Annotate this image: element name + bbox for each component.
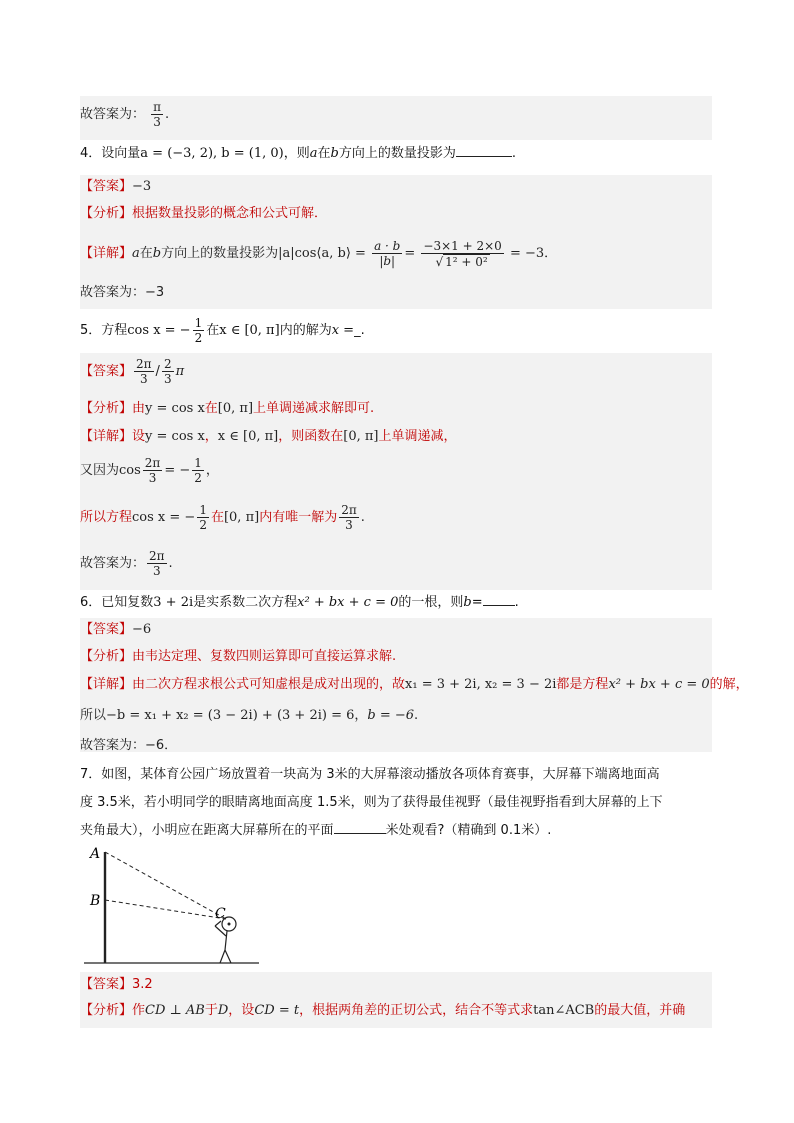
question-6 [80,594,519,612]
period: . [168,556,173,571]
numerator: a · b [374,239,401,253]
period: . [511,146,517,161]
expr: −b = x₁ + x₂ = (3 − 2i) + (3 + 2i) = 6 [106,708,355,723]
q4-text: 在 [317,146,331,161]
denominator: 2 [194,331,203,345]
fraction [192,456,204,485]
person-leg [220,950,225,963]
analysis-tag: 【分析】 [80,401,133,416]
denominator: 3 [345,518,353,532]
pi: π [175,364,185,379]
analysis-tag: 【分析】 [80,206,133,221]
numerator: 2 [163,357,172,371]
separator: / [155,364,160,379]
text: 所以 [80,708,107,723]
eq: = − [164,463,191,478]
screen-figure [84,842,264,968]
answer-blank [334,833,386,834]
answer-value: 3.2 [132,977,153,992]
text: 7．如图，某体育公园广场放置着一块高为 3米的大屏幕滚动播放各项体育赛事，大屏幕下端离地面高 [80,767,660,782]
denominator: 3 [163,372,172,386]
answer-value: −6 [132,622,152,637]
q6-detail-2 [80,707,418,725]
analysis-tag: 【分析】 [80,649,133,664]
q7-answer [80,976,153,994]
fraction [372,239,402,268]
label-a: A [90,846,101,862]
expr: y = cos x [145,429,205,444]
denominator: 1² + 0² [445,254,488,269]
text: 夹角最大），小明应在距离大屏幕所在的平面 [80,823,334,838]
fraction [339,503,359,532]
question-7-line-1 [80,766,660,784]
eq: cos x = − [132,510,196,525]
cos: cos [119,463,141,478]
q4-vec-b: b [330,146,339,161]
text: 由二次方程求根公式可知虚根是成对出现的，故 [132,677,406,692]
fraction [197,503,209,532]
text: 内有唯一解为 [259,510,338,525]
denominator: 3 [152,564,161,578]
text: 在 [210,510,224,525]
text: 在 [139,246,153,261]
var: D [217,1003,229,1018]
text: ， [204,429,218,444]
detail-tag: 【详解】 [80,246,133,261]
numerator: π [153,100,162,114]
analysis-tag: 【分析】 [80,1003,133,1018]
numerator: −3×1 + 2×0 [423,238,502,253]
text: 又因为 [80,463,120,478]
interval: x ∈ [0, π] [219,323,280,338]
analysis-text: 根据数量投影的概念和公式可解． [132,206,328,221]
q4-text: 方向上的数量投影为 [338,146,456,161]
question-5 [80,315,365,347]
interval: [0, π] [217,401,254,416]
fraction: $\frac{-3\times 1 + 2\times 0}{\text{√ 1² + 0²}}$ [423,238,502,269]
answer-block-q3 [80,96,712,140]
answer-tag: 【答案】 [80,977,133,992]
denominator: 2 [194,471,202,485]
final-text: 故答案为：−6． [80,738,178,753]
sight-line-a [105,852,226,919]
text: 内的解为 [279,323,332,338]
sight-line-b [105,900,226,919]
q5-detail-3 [80,502,365,534]
interval: [0, π] [223,510,260,525]
text: 于 [204,1003,218,1018]
q4-analysis [80,205,327,223]
text: 是实系数二次方程 [193,595,298,610]
denominator: 3 [139,372,148,386]
text: 在 [204,401,218,416]
fraction [143,456,163,485]
text: 米处观看?（精确到 0.1米）. [385,823,552,838]
text: 在 [206,323,220,338]
text: 设 [132,429,146,444]
person-leg [225,950,231,963]
q4-answer [80,178,151,196]
vec-b: b [152,246,162,261]
text: 方向上的数量投影为 [161,246,279,261]
text: 所以方程 [80,510,133,525]
q4-vectors: a = (−3, 2), b = (1, 0) [140,146,284,161]
period: . [360,510,365,525]
result: b = −6 [367,708,415,723]
fraction [147,549,167,578]
question-7-line-3 [80,822,551,840]
text: ， [354,708,368,723]
fraction [151,100,163,129]
text: ，设 [228,1003,255,1018]
label-b: B [90,893,101,909]
q4-text: ，则 [283,146,310,161]
equation: x² + bx + c = 0 [608,677,710,692]
interval: [0, π] [343,429,379,444]
text: 上单调递减， [378,429,457,444]
text: 度 3.5米，若小明同学的眼睛离地面高度 1.5米，则为了获得最佳视野（最佳视野指看到大屏幕的上下 [80,795,663,810]
q4-detail: 【详解】a在b方向上的数量投影为|a|cos⟨a, b⟩ = $\frac{a \cdot b}{|b|}$ = $\frac{-3\times 1 + 2\times 0}{\text{√ 1² + 0²}}$ = −3． [80,238,558,269]
q4-vec-a: a [309,146,318,161]
fraction [162,357,174,386]
detail-tag: 【详解】 [80,677,133,692]
q6-detail [80,676,749,694]
q5-detail [80,428,457,446]
text: 由 [132,401,146,416]
person-body [225,931,227,950]
answer-value: −3 [132,179,152,194]
formula: |a|cos⟨a, b⟩ = [278,246,366,261]
text: 上单调递减求解即可. [253,401,375,416]
fraction [134,357,154,386]
text: ，根据两角差的正切公式，结合不等式求 [299,1003,534,1018]
roots: x₁ = 3 + 2i, x₂ = 3 − 2i [405,677,557,692]
numerator: 2π [136,357,152,371]
numerator: 1 [194,316,203,330]
final-answer-q6 [80,737,177,755]
denominator: 3 [153,115,161,129]
denominator: 3 [148,471,157,485]
numerator: 2π [341,503,357,517]
var: x = [331,323,355,338]
question-7-line-2 [80,794,663,812]
equation: x² + bx + c = 0 [297,595,399,610]
answer-blank [456,156,512,157]
q4-prefix: 4．设向量 [80,146,141,161]
result: = −3． [509,246,558,261]
q5-prefix: 5．方程 [80,323,128,338]
denominator: 2 [199,518,207,532]
text: 作 [132,1003,146,1018]
period: . [414,708,419,723]
person-arm [215,926,226,936]
blank: _. [354,323,365,338]
equation: cos x = − [127,323,191,338]
expr: CD ⊥ AB [145,1003,205,1018]
final-answer-q5 [80,548,173,580]
text: 的解， [709,677,749,692]
q5-answer [80,356,184,388]
final-answer-q4 [80,284,164,302]
numerator: 1 [199,503,207,517]
text: 都是方程 [556,677,609,692]
complex: 3 + 2i [153,595,194,610]
answer-tag: 【答案】 [80,179,133,194]
numerator: 2π [144,456,161,470]
q6-prefix: 6．已知复数 [80,595,154,610]
label-c: C [215,906,226,922]
q6-analysis [80,648,396,666]
text: 的一根，则 [398,595,464,610]
detail-tag: 【详解】 [80,429,133,444]
q7-analysis [80,1002,685,1020]
text: ，则函数在 [278,429,344,444]
final-label: 故答案为： [80,107,146,122]
interval: x ∈ [0, π] [217,429,279,444]
final-text: 故答案为： [80,556,146,571]
var: b [463,595,472,610]
numerator: 1 [194,456,202,470]
final-text: 故答案为：−3 [80,285,165,300]
period: . [514,595,519,610]
answer-tag: 【答案】 [80,622,133,637]
person-eye [228,923,231,926]
text: 的最大值，并确 [594,1003,686,1018]
expr: tan∠ACB [533,1003,595,1018]
text: ， [205,463,219,478]
expr: CD = t [254,1003,300,1018]
final-answer-q3: 故答案为： $\frac{\pi}{3}$ . [80,100,170,129]
denominator: |b| [379,254,396,268]
q5-analysis [80,400,374,418]
q6-answer [80,621,151,639]
numerator: 2π [149,549,165,563]
question-4 [80,145,516,163]
eq: = [471,595,483,610]
q5-detail-2 [80,455,219,487]
vec-a: a [132,246,140,261]
fraction [193,316,205,345]
expr: y = cos x [145,401,205,416]
answer-blank [483,605,515,606]
answer-tag: 【答案】 [80,364,133,379]
analysis-text: 由韦达定理、复数四则运算即可直接运算求解. [132,649,397,664]
